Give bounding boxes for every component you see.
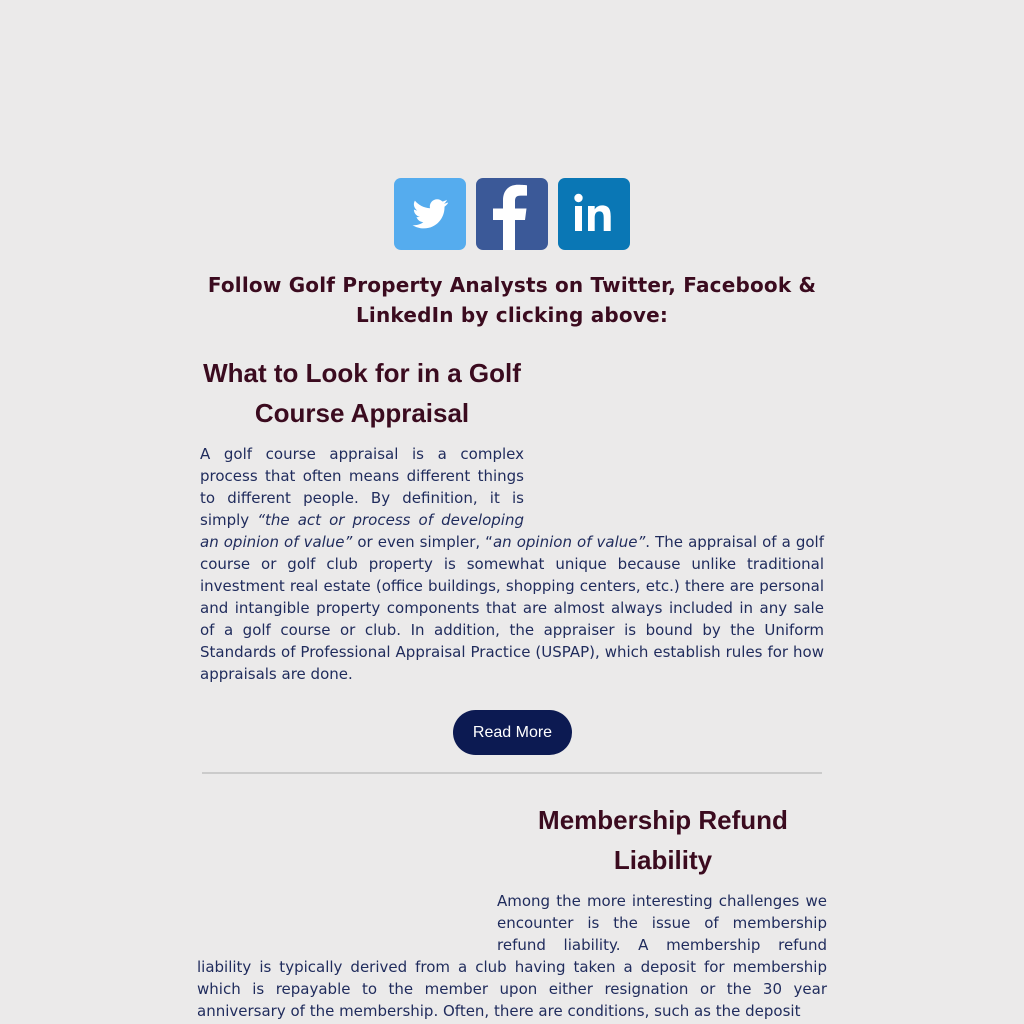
read-more-button[interactable]: Read More <box>453 710 572 755</box>
short-definition-quote: an opinion of value” <box>492 533 646 551</box>
article-excerpt: A golf course appraisal is a complex process that often means different things to different people. By definition, it is simply “the act or process of developing an opinion of value” or even simpler, “an opinion of value”. The appraisal of a golf course or golf club property is somewhat unique because unlike traditional investment real estate (office buildings, shopping centers, etc.) there are personal and intangible property components that are almost always included in any sale of a golf course or club. In addition, the appraiser is bound by the Uniform Standards of Professional Appraisal Practice (USPAP), which establish rules for how appraisals are done. <box>200 445 824 683</box>
section-divider <box>202 772 822 774</box>
twitter-button[interactable] <box>394 178 466 250</box>
facebook-icon <box>476 178 548 250</box>
linkedin-button[interactable] <box>558 178 630 250</box>
article-title[interactable]: What to Look for in a Golf Course Appraisal <box>203 358 521 428</box>
image-placeholder <box>197 890 497 956</box>
social-links <box>394 178 630 250</box>
image-placeholder <box>524 443 824 531</box>
article-title[interactable]: Membership Refund Liability <box>538 805 788 875</box>
facebook-button[interactable] <box>476 178 548 250</box>
article-excerpt: Among the more interesting challenges we encounter is the issue of membership refund liability. A membership refund liability is typically derived from a club having taken a deposit for membership which is repayable to the member upon either resignation or the 30 year anniversary of the membership. Often, there are conditions, such as the deposit <box>197 892 827 1020</box>
follow-cta-text: Follow Golf Property Analysts on Twitter, Facebook & LinkedIn by clicking above: <box>207 273 817 327</box>
linkedin-icon <box>558 178 630 250</box>
definition-quote: “the act or process of developing an opinion of value” <box>200 511 524 551</box>
twitter-icon <box>394 178 466 250</box>
